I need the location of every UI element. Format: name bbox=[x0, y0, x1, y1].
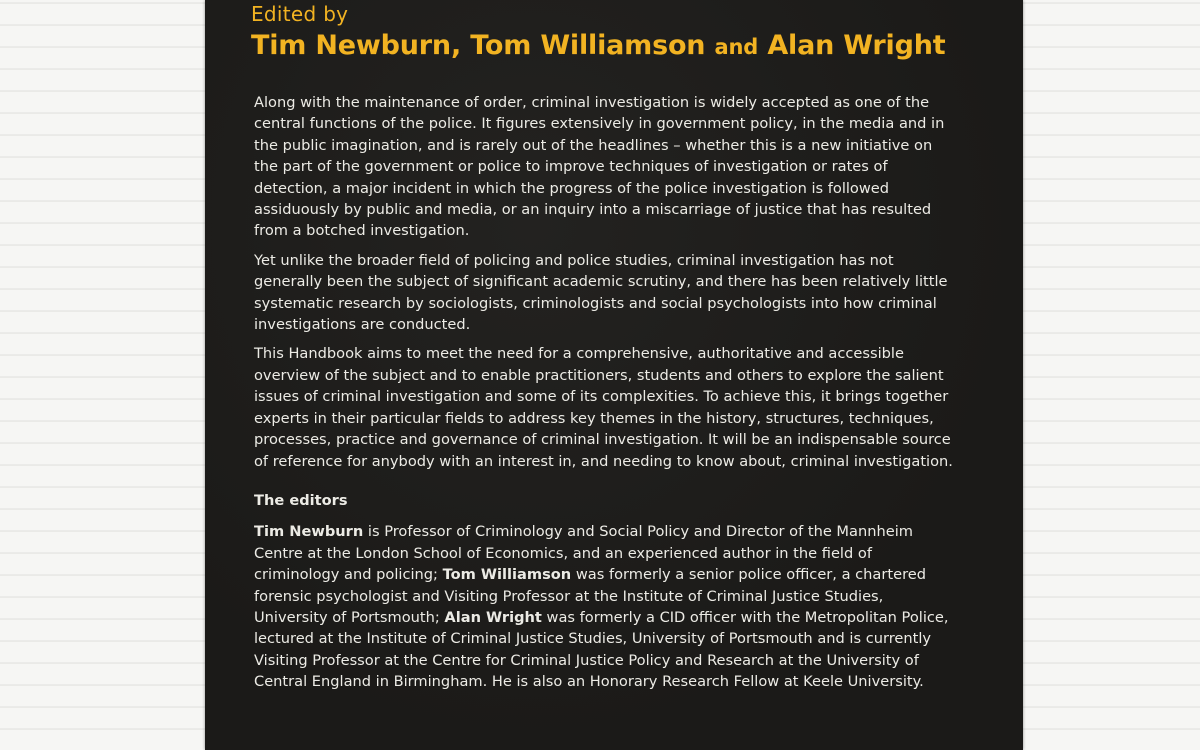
editor-name-1: Tim Newburn bbox=[251, 30, 451, 61]
blurb-paragraph-1: Along with the maintenance of order, criminal investigation is widely accepted as one of the central functions of the police. It figures extensively in government policy, in the media and in the public imagination, and is rarely out of the headlines – whether this is a new initiative on the part of the government or police to improve techniques of investigation or rates of detection, a major incident in which the progress of the police investigation is followed assiduously by public and media, or an inquiry into a miscarriage of justice that has resulted from a botched investigation. bbox=[254, 94, 945, 240]
bio-text-2: was formerly a senior police officer, a chartered forensic psychologist and Visiting Professor at the Institute of Criminal Justice Studies, University of Portsmouth; bbox=[254, 566, 926, 626]
bio-name-1: Tim Newburn bbox=[254, 523, 364, 541]
editors-heading bbox=[251, 30, 945, 61]
bio-name-3: Alan Wright bbox=[444, 608, 542, 626]
editor-name-2: Tom Williamson bbox=[470, 30, 706, 61]
edited-by-label: Edited by bbox=[251, 2, 349, 26]
book-back-cover bbox=[205, 0, 1023, 750]
editors-bio bbox=[254, 521, 958, 692]
editor-separator: , bbox=[450, 30, 471, 61]
editor-name-3: Alan Wright bbox=[767, 30, 946, 61]
blurb-text bbox=[254, 92, 958, 701]
blurb-paragraph-3: This Handbook aims to meet the need for a comprehensive, authoritative and accessible overview of the subject and to enable practitioners, students and others to explore the salient issues of criminal investigation and some of its complexities. To achieve this, it brings together experts in their particular fields to address key themes in the history, structures, techniques, processes, practice and governance of criminal investigation. It will be an indispensable source of reference for anybody with an interest in, and needing to know about, criminal investigation. bbox=[254, 345, 953, 470]
bio-text-3: was formerly a CID officer with the Metropolitan Police, lectured at the Institute of Criminal Justice Studies, University of Portsmouth and is currently Visiting Professor at the Centre for Criminal Justice Policy and Research at the University of Central England in Birmingham. He is also an Honorary Research Fellow at Keele University. bbox=[254, 608, 949, 691]
editors-section-title: The editors bbox=[254, 491, 348, 509]
editor-and: and bbox=[714, 35, 759, 59]
bio-name-2: Tom Williamson bbox=[442, 566, 572, 584]
blurb-paragraph-2: Yet unlike the broader field of policing and police studies, criminal investigation has not generally been the subject of significant academic scrutiny, and there has been relatively little systematic research by sociologists, criminologists and social psychologists into how criminal investigations are conducted. bbox=[254, 251, 948, 334]
bio-text-1: is Professor of Criminology and Social Policy and Director of the Mannheim Centre at the London School of Economics, and an experienced author in the field of criminology and policing; bbox=[254, 523, 913, 584]
